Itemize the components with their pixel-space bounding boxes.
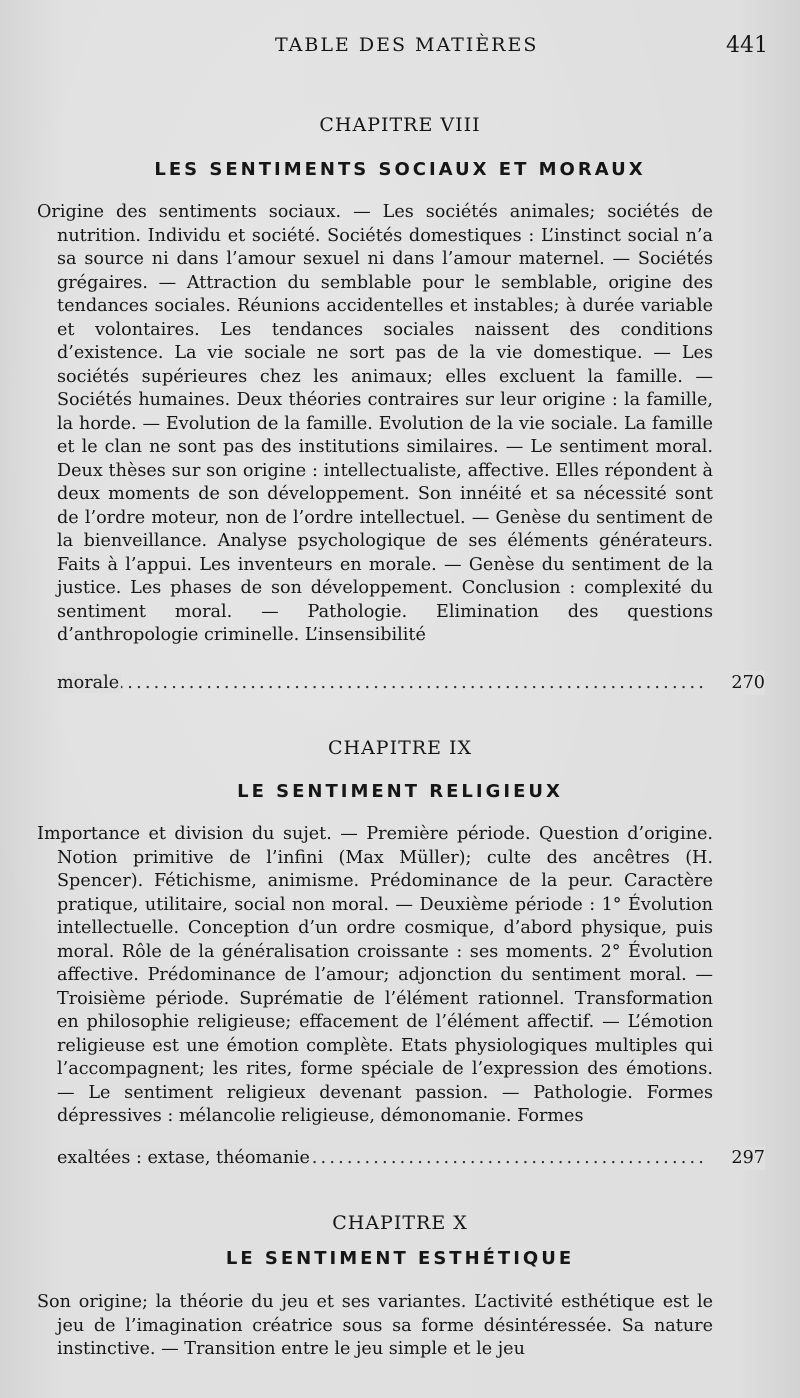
chapter-summary: Son origine; la théorie du jeu et ses variantes. L’activité esthétique est le jeu de l’imagination créatrice sous sa forme désintéressée. Sa nature instinctive. — Transition entre le jeu simple et le jeu	[37, 1292, 713, 1359]
running-header	[0, 34, 800, 64]
chapter-label: CHAPITRE IX	[327, 737, 473, 759]
chapter-label: CHAPITRE X	[332, 1212, 468, 1234]
toc-page-number: 270	[727, 671, 765, 695]
chapter-title: LES SENTIMENTS SOCIAUX ET MORAUX	[154, 159, 646, 180]
toc-entry-text: morale	[57, 673, 120, 693]
chapter-title: LE SENTIMENT ESTHÉTIQUE	[225, 1248, 575, 1269]
toc-entry	[57, 1146, 765, 1170]
dot-leader	[57, 671, 707, 695]
chapter-title: LE SENTIMENT RELIGIEUX	[237, 781, 563, 802]
chapter-summary: Origine des sentiments sociaux. — Les sociétés animales; sociétés de nutrition. Individu et société. Sociétés domestiques : L’instinct social n’a sa source ni dans l’amour sexuel ni dans l’amour maternel. — Sociétés grégaires. — Attraction du semblable pour le semblable, origine des tendances sociales. Réunions accidentelles et instables; à durée variable et volontaires. Les tendances sociales naissent des conditions d’existence. La vie sociale ne sort pas de la vie domestique. — Les sociétés supérieures chez les animaux; elles excluent la famille. — Sociétés humaines. Deux théories contraires sur leur origine : la famille, la horde. — Evolution de la famille. Evolution de la vie sociale. La famille et le clan ne sont pas des institutions similaires. — Le sentiment moral. Deux thèses sur son origine : intellectualiste, affective. Elles répondent à deux moments de son développement. Son innéité et sa nécessité sont de l’ordre moteur, non de l’ordre intellectuel. — Genèse du sentiment de la bienveillance. Analyse psychologique de ses éléments générateurs. Faits à l’appui. Les inventeurs en morale. — Genèse du sentiment de la justice. Les phases de son développement. Conclusion : complexité du sentiment moral. — Pathologie. Elimination des questions d’anthropologie criminelle. L’insensibilité	[37, 202, 713, 645]
running-title: TABLE DES MATIÈRES	[275, 34, 539, 56]
chapter-label: CHAPITRE VIII	[319, 114, 481, 136]
chapter-summary: Importance et division du sujet. — Première période. Question d’origine. Notion primitive de l’infini (Max Müller); culte des ancêtres (H. Spencer). Fétichisme, animisme. Prédominance de la peur. Caractère pratique, utilitaire, social non moral. — Deuxième période : 1° Évolution intellectuelle. Conception d’un ordre cosmique, d’abord physique, puis moral. Rôle de la généralisation croissante : ses moments. 2° Évolution affective. Prédominance de l’amour; adjonction du sentiment moral. — Troisième période. Suprématie de l’élément rationnel. Transformation en philosophie religieuse; effacement de l’élément affectif. — L’émotion religieuse est une émotion complète. Etats physiologiques multiples qui l’accompagnent; les rites, forme spéciale de l’expression des émotions. — Le sentiment religieux devenant passion. — Pathologie. Formes dépressives : mélancolie religieuse, démonomanie. Formes	[37, 824, 713, 1126]
toc-page-number: 297	[727, 1146, 765, 1170]
page-number: 441	[726, 33, 768, 58]
toc-entry-text: exaltées : extase, théomanie	[57, 1148, 310, 1168]
toc-entry	[57, 671, 765, 695]
